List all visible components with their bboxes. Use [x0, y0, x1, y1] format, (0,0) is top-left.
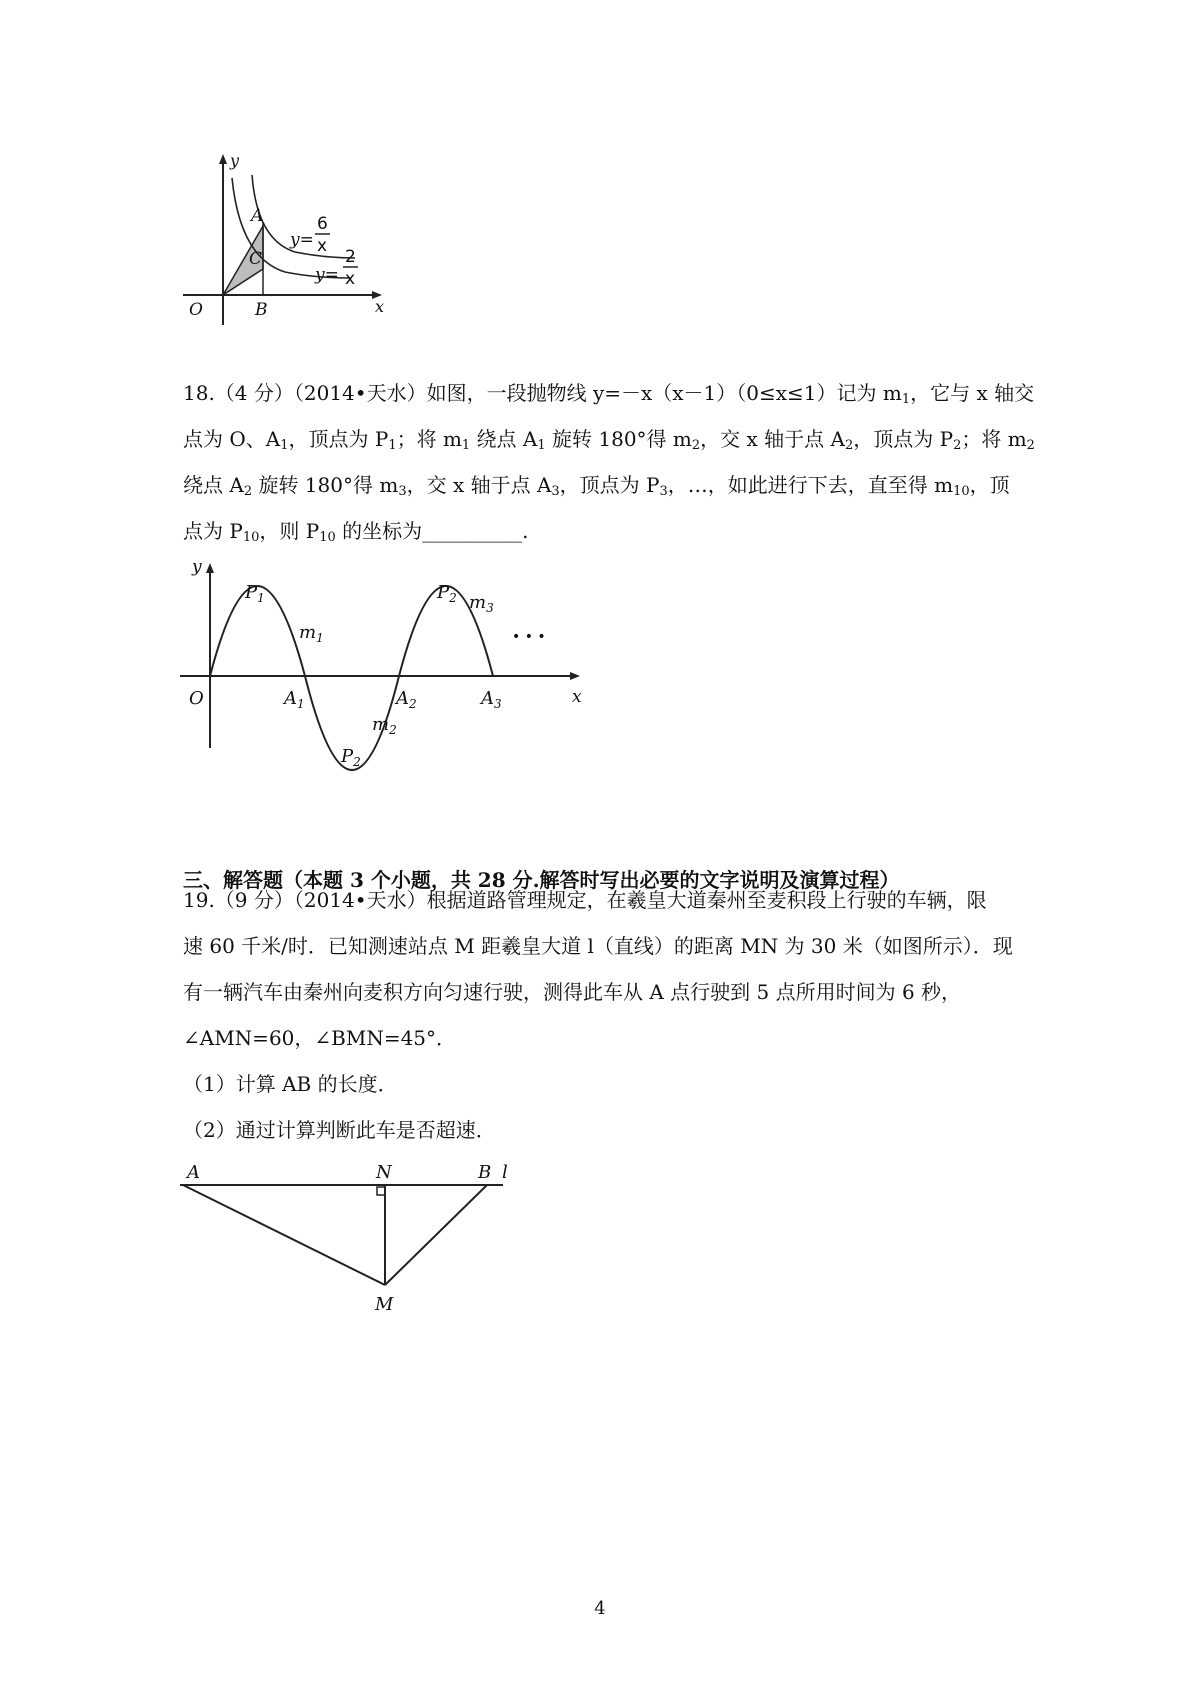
fig19-right-angle-mark [377, 1187, 385, 1195]
fig18-y-arrow [206, 563, 214, 573]
fig17-origin-label: O [189, 300, 203, 320]
fig17-eq2-num: 2 [345, 247, 356, 267]
fig18-label-p1: $P_1$ [245, 582, 265, 605]
q19-part-1: （1）计算 AB 的长度． [183, 1072, 398, 1096]
fig17-point-b: B [255, 300, 268, 320]
figure-hyperbola [175, 150, 415, 340]
q18-line-4: 点为 $P_{10}$，则 $P_{10}$ 的坐标为__________. [183, 519, 529, 545]
fig19-label-a: A [187, 1162, 200, 1183]
fig18-label-p2-bottom: $P_2$ [341, 746, 361, 769]
fig19-label-b: B [478, 1162, 492, 1183]
figure-parabola-chain [175, 558, 595, 778]
fig18-label-a3: $A_3$ [481, 688, 502, 711]
q19-line-3: 有一辆汽车由秦州向麦积方向匀速行驶，测得此车从 A 点行驶到 5 点所用时间为 6 秒， [183, 980, 962, 1004]
fig18-x-arrow [570, 672, 580, 680]
fig18-y-label: y [192, 558, 202, 577]
q19-part-2: （2）通过计算判断此车是否超速． [183, 1118, 496, 1142]
fig19-segment-am [183, 1185, 385, 1285]
fig17-x-label: x [375, 297, 385, 316]
fig19-label-n: N [376, 1162, 392, 1183]
fig17-eq2-lhs: y= [315, 265, 339, 285]
fig17-y-arrow [219, 154, 227, 164]
q18-line-3: 绕点 $A_2$ 旋转 180°得 $m_3$，交 x 轴于点 $A_3$，顶点为 $P_3$，…，如此进行下去，直至得 $m_{10}$，顶 [183, 473, 1010, 499]
fig18-label-a2: $A_2$ [396, 688, 417, 711]
q18-line-1: 18.（4 分）（2014•天水）如图，一段抛物线 y=－x（x－1）（0≤x≤1）记为 $m_1$，它与 x 轴交 [183, 381, 1035, 407]
fig18-x-label: x [572, 687, 582, 707]
fig19-segment-bm [385, 1185, 487, 1285]
q19-line-4: ∠AMN=60，∠BMN=45°． [183, 1026, 457, 1050]
q18-line-2: 点为 O、$A_1$，顶点为 $P_1$；将 $m_1$ 绕点 $A_1$ 旋转 180°得 $m_2$，交 x 轴于点 $A_2$，顶点为 $P_2$；将 $m_2$ [183, 427, 1035, 453]
fig19-label-m: M [375, 1294, 394, 1315]
fig18-ellipsis: • • • [512, 629, 546, 645]
q19-line-1: 19.（9 分）（2014•天水）根据道路管理规定，在羲皇大道秦州至麦积段上行驶的车辆，限 [183, 888, 987, 912]
q19-line-2: 速 60 千米/时．已知测速站点 M 距羲皇大道 l（直线）的距离 MN 为 30 米（如图所示）．现 [183, 934, 1013, 958]
section-3-heading: 三、解答题（本题 3 个小题，共 28 分.解答时写出必要的文字说明及演算过程） [183, 868, 900, 892]
fig17-eq1-den: x [317, 236, 328, 256]
fig17-point-a: A [251, 206, 264, 226]
fig18-origin-label: O [189, 688, 204, 709]
fig18-label-m2: $m_2$ [372, 714, 397, 737]
fig17-eq2-den: x [345, 269, 356, 289]
fig18-label-p2-top: $P_2$ [437, 582, 457, 605]
fig17-y-label: y [230, 151, 240, 170]
fig17-eq1-lhs: y= [290, 230, 314, 250]
fig18-label-m3: $m_3$ [469, 592, 494, 615]
fig17-point-c: C [249, 249, 263, 269]
figure-speed-trap [175, 1160, 535, 1320]
fig18-label-a1: $A_1$ [284, 688, 305, 711]
fig17-eq1-num: 6 [317, 214, 328, 234]
fig18-label-m1: $m_1$ [299, 622, 324, 645]
page-number: 4 [594, 1598, 606, 1619]
fig19-label-l: l [502, 1162, 508, 1183]
